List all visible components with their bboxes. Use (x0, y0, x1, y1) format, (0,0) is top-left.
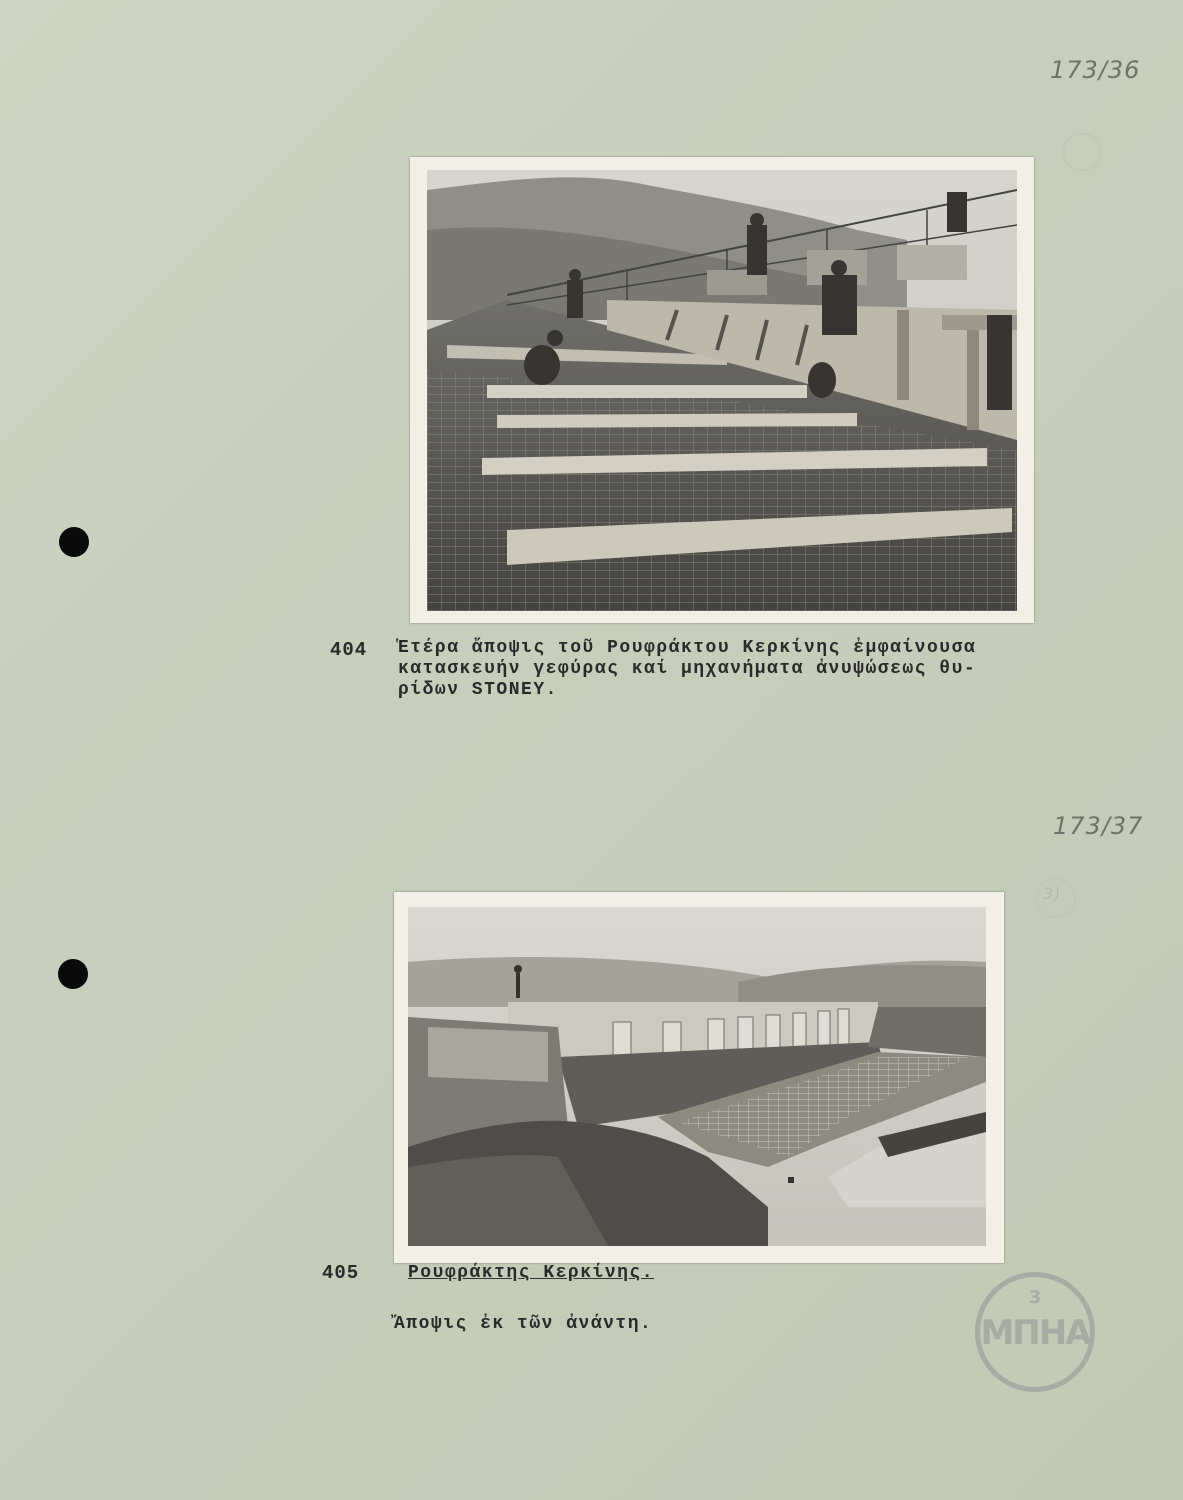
caption-404: Ἑτέρα ἄποψις τοῦ Ρουφράκτου Κερκίνης ἐμφαίνουσα κατασκευήν γεφύρας καί μηχανήματα ἀνυψώσεως θυ- ρίδων STONEY. (398, 638, 977, 700)
faint-circle-mark (1063, 133, 1101, 171)
reference-number-top: 173/36 (1050, 56, 1141, 84)
faint-pencil-mark: 3) (1043, 884, 1062, 903)
punch-hole-bottom (58, 959, 88, 989)
photo-405-dam-upstream (408, 907, 986, 1246)
archive-seal-stamp (975, 1272, 1095, 1392)
caption-405-subtitle: Ἄποψις ἐκ τῶν ἀνάντη. (394, 1314, 653, 1334)
caption-405-title: Ρουφράκτης Κερκίνης. (408, 1263, 655, 1283)
entry-number-405: 405 (322, 1262, 360, 1284)
punch-hole-top (59, 527, 89, 557)
photo-404-bridge-construction (427, 170, 1017, 611)
entry-number-404: 404 (330, 639, 368, 661)
reference-number-middle: 173/37 (1053, 812, 1144, 840)
seal-letters: ΜΠΗΑ (980, 1313, 1090, 1353)
seal-top-mark: 3 (1028, 1287, 1042, 1308)
